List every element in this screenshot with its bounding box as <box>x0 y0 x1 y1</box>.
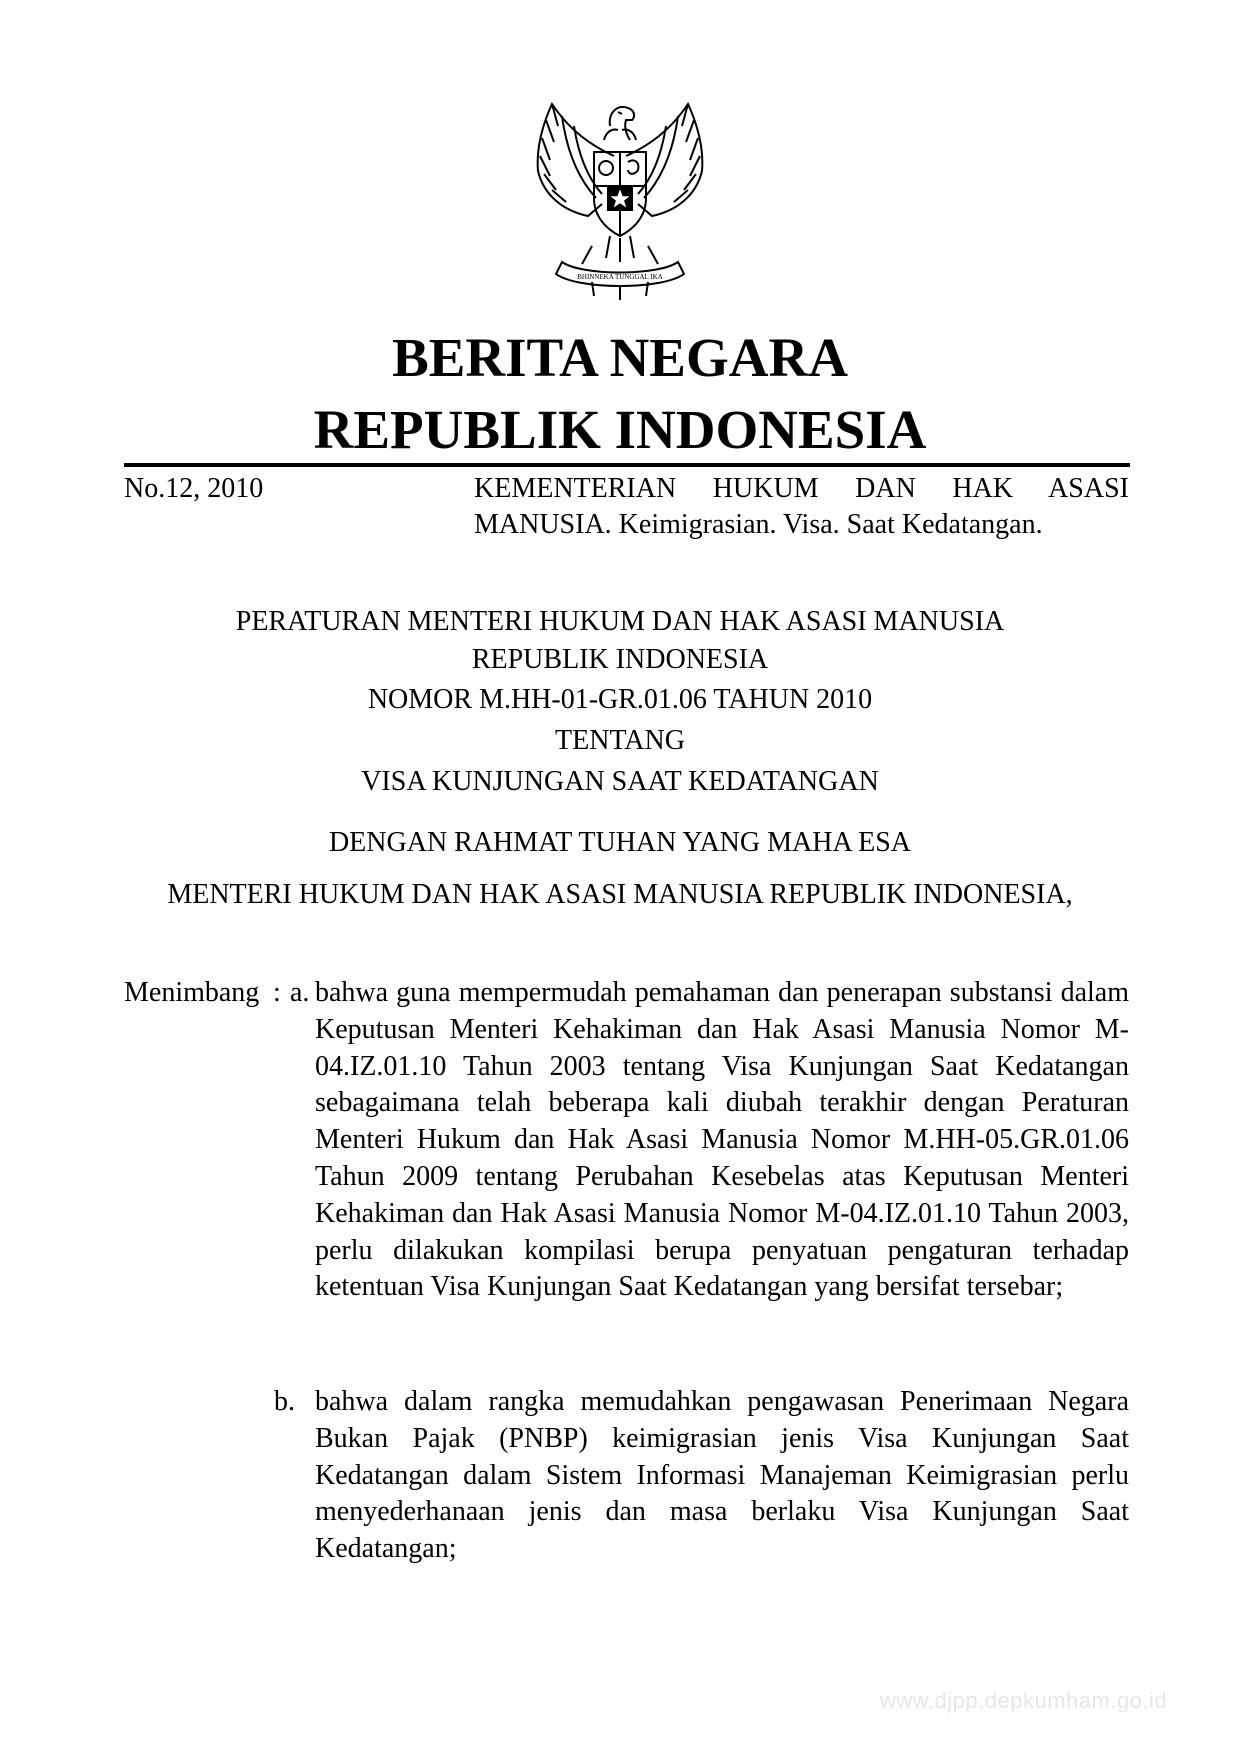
ministry-line2: MANUSIA. Keimigrasian. Visa. Saat Kedatangan. <box>474 509 1043 540</box>
regulation-title-line1: PERATURAN MENTERI HUKUM DAN HAK ASASI MANUSIA <box>235 606 1005 637</box>
gazette-number: No.12, 2010 <box>124 473 264 504</box>
watermark-url: www.djpp.depkumham.go.id <box>880 1688 1168 1713</box>
regulation-subject: VISA KUNJUNGAN SAAT KEDATANGAN <box>361 766 879 797</box>
regulation-number: NOMOR M.HH-01-GR.01.06 TAHUN 2010 <box>367 684 873 715</box>
masthead-title-line2: REPUBLIK INDONESIA <box>313 399 927 460</box>
item-a-letter: a. <box>290 977 310 1008</box>
masthead-rule <box>124 463 1130 467</box>
masthead-title-line1: BERITA NEGARA <box>392 327 848 388</box>
item-b-text: bahwa dalam rangka memudahkan pengawasan Penerimaan Negara Bukan Pajak (PNBP) keimigrasian jenis Visa Kunjungan Saat Kedatangan dalam Sistem Informasi Manajeman Keimigrasian perlu menyederhanaan jenis dan masa berlaku Visa Kunjungan Saat Kedatangan; <box>315 1386 1129 1565</box>
garuda-emblem-icon <box>522 86 718 300</box>
preamble-line2: MENTERI HUKUM DAN HAK ASASI MANUSIA REPUBLIK INDONESIA, <box>167 879 1073 910</box>
regulation-title-line2: REPUBLIK INDONESIA <box>471 644 769 675</box>
item-a-text: bahwa guna mempermudah pemahaman dan penerapan substansi dalam Keputusan Menteri Kehakiman dan Hak Asasi Manusia Nomor M-04.IZ.01.10 Tahun 2003 tentang Visa Kunjungan Saat Kedatangan sebagaimana telah beberapa kali diubah terakhir dengan Peraturan Menteri Hukum dan Hak Asasi Manusia Nomor M.HH-05.GR.01.06 Tahun 2009 tentang Perubahan Kesebelas atas Keputusan Menteri Kehakiman dan Hak Asasi Manusia Nomor M-04.IZ.01.10 Tahun 2003, perlu dilakukan kompilasi berupa penyatuan pengaturan terhadap ketentuan Visa Kunjungan Saat Kedatangan yang bersifat tersebar; <box>315 977 1129 1303</box>
ministry-subject <box>474 471 1129 543</box>
svg-text:BHINNEKA TUNGGAL IKA: BHINNEKA TUNGGAL IKA <box>577 273 663 281</box>
regulation-about: TENTANG <box>555 725 685 756</box>
ministry-line1: KEMENTERIAN HUKUM DAN HAK ASASI <box>474 473 1129 504</box>
item-b-letter: b. <box>274 1386 295 1417</box>
considering-colon: : <box>273 977 281 1008</box>
preamble-line1: DENGAN RAHMAT TUHAN YANG MAHA ESA <box>328 827 912 858</box>
considering-label: Menimbang <box>124 977 260 1008</box>
